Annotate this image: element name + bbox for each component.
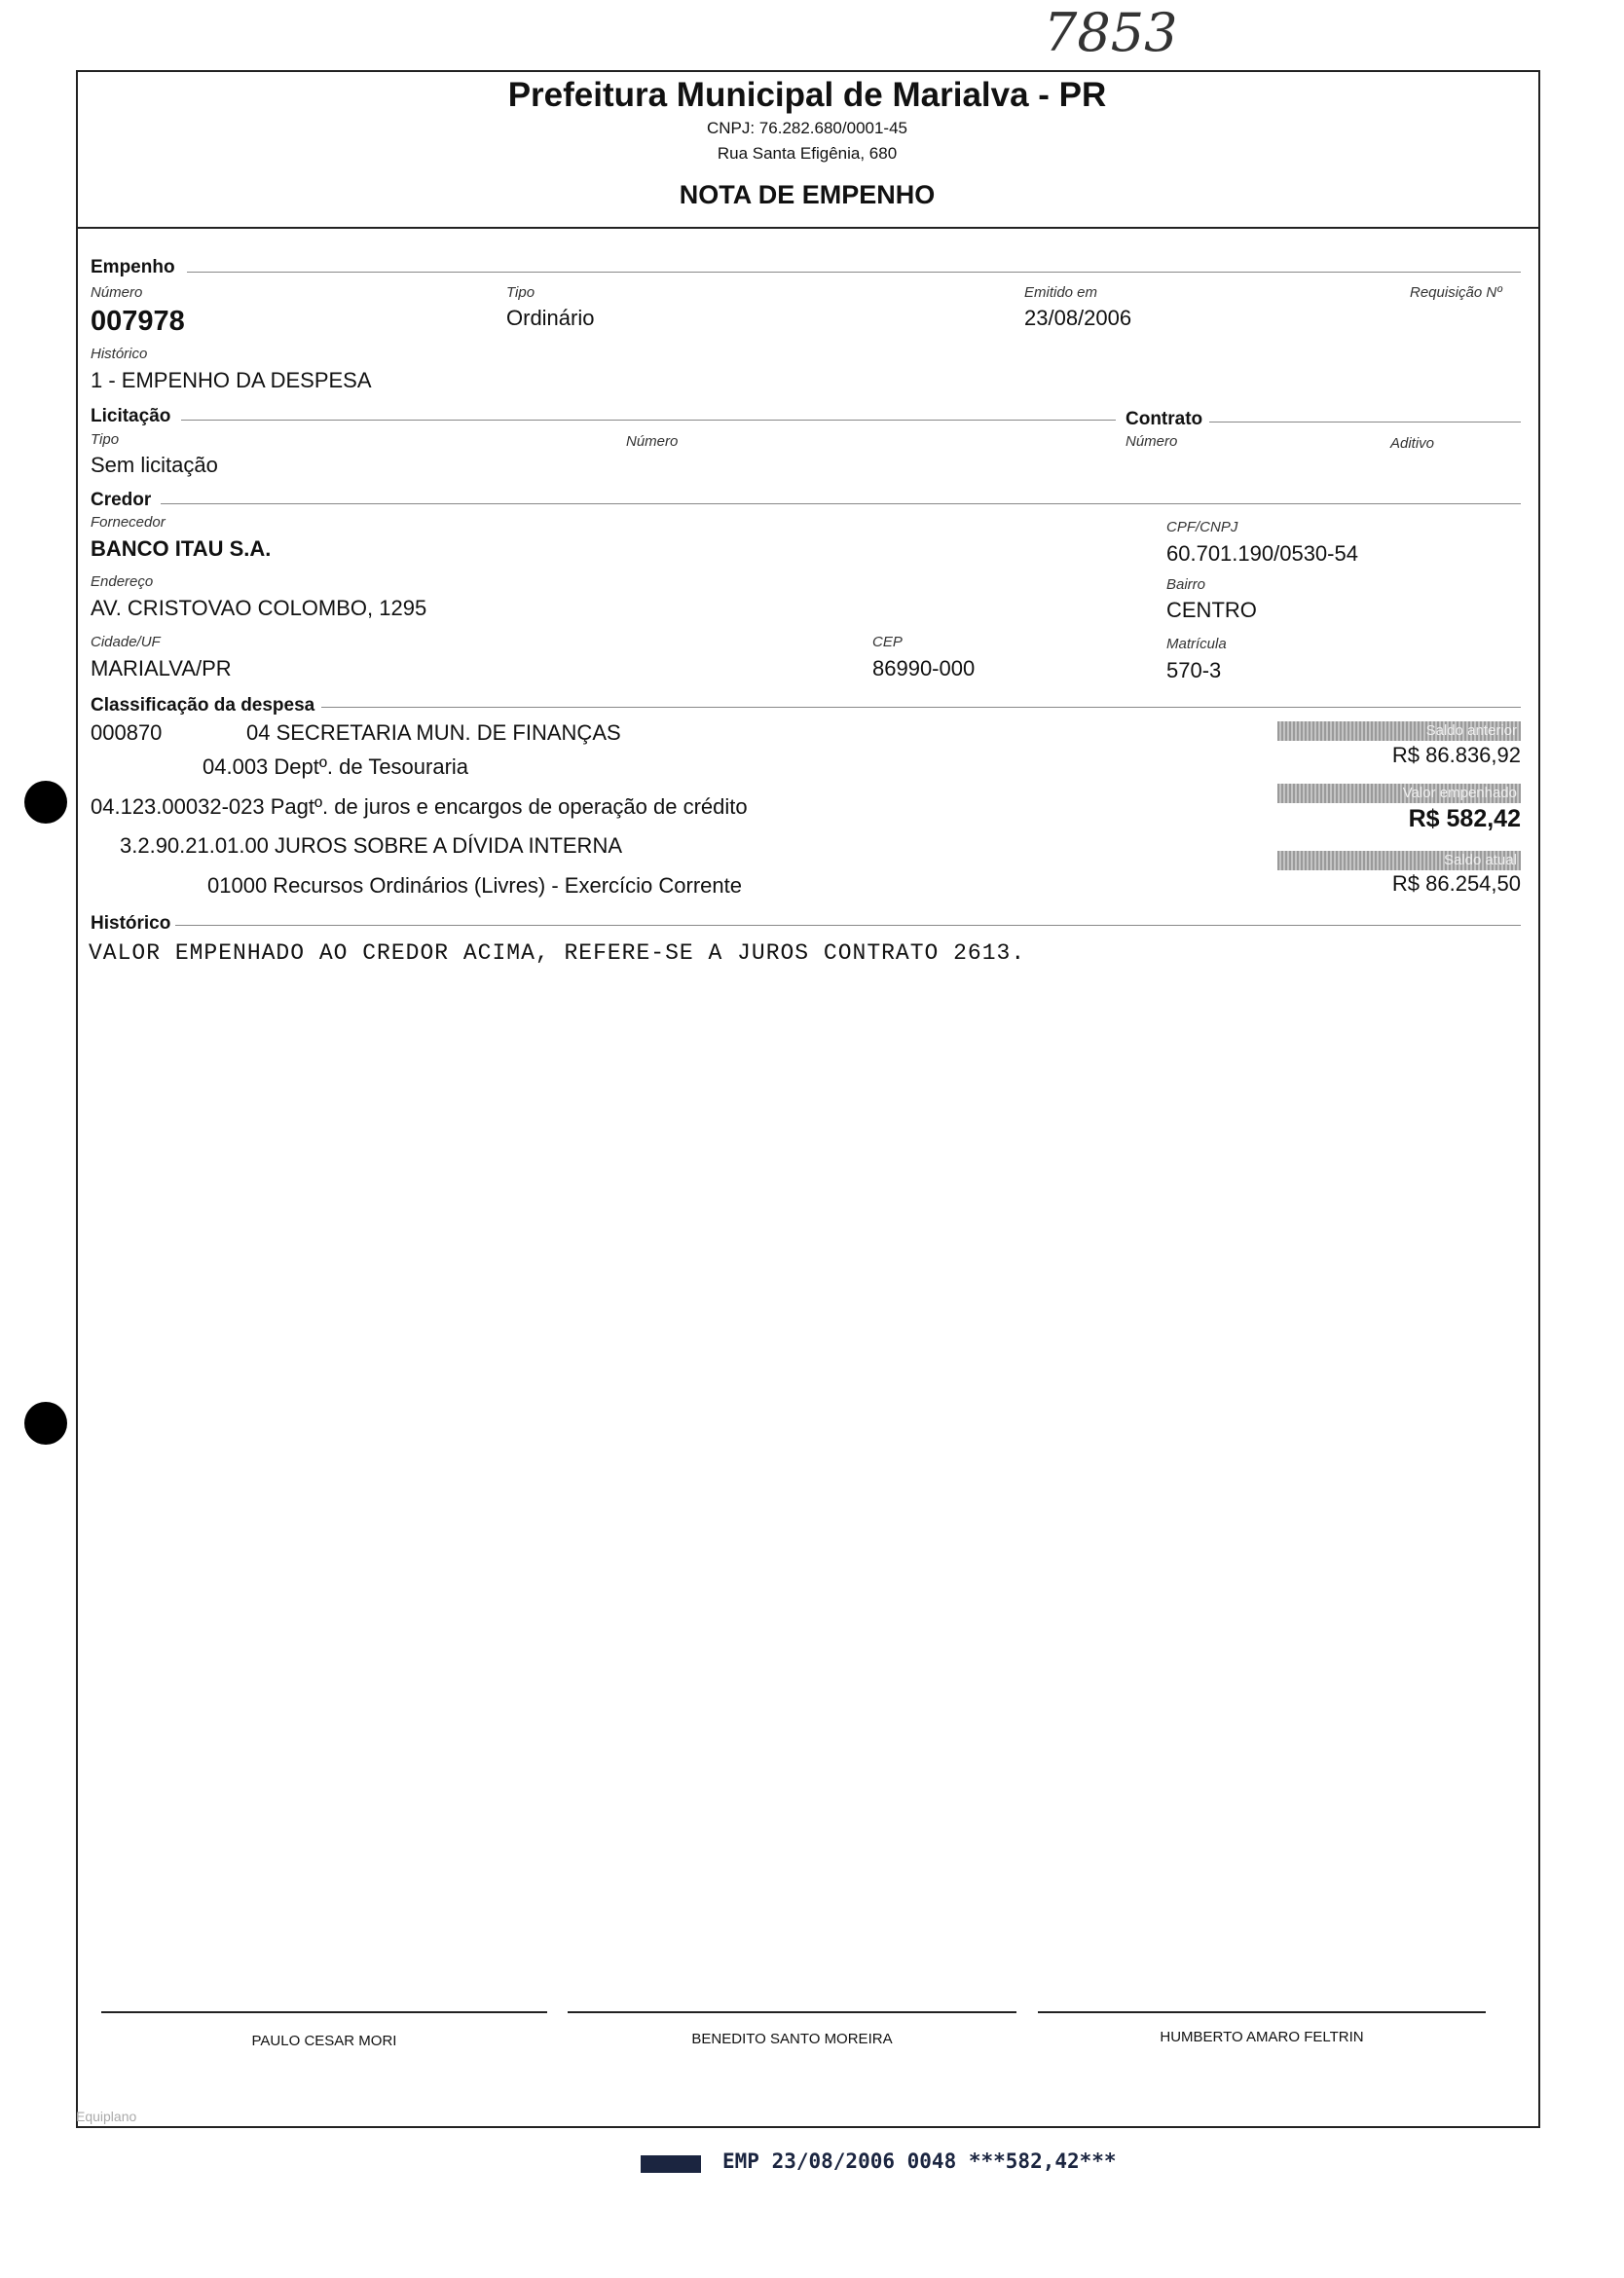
classificacao-code: 000870 <box>91 720 163 745</box>
section-licitacao: Licitação <box>91 406 171 426</box>
print-stamp: EMP 23/08/2006 0048 ***582,42*** <box>722 2149 1117 2173</box>
contrato-aditivo-label: Aditivo <box>1390 435 1435 452</box>
classificacao-funcional: 04.123.00032-023 Pagtº. de juros e encargos de operação de crédito <box>91 794 748 819</box>
section-rule <box>161 503 1521 504</box>
emitido-label: Emitido em <box>1024 284 1098 301</box>
classificacao-recurso: 01000 Recursos Ordinários (Livres) - Exercício Corrente <box>207 873 742 898</box>
historico-text: VALOR EMPENHADO AO CREDOR ACIMA, REFERE-SE A JUROS CONTRATO 2613. <box>89 940 1026 966</box>
cpf-value: 60.701.190/0530-54 <box>1166 541 1358 566</box>
endereco-label: Endereço <box>91 573 154 590</box>
handwritten-number: 7853 <box>1044 2 1178 63</box>
tipo-label: Tipo <box>506 284 535 301</box>
section-rule <box>181 420 1116 421</box>
saldo-atual-value: R$ 86.254,50 <box>1391 871 1521 896</box>
section-rule <box>187 272 1521 273</box>
signature-name-2: BENEDITO SANTO MOREIRA <box>691 2031 893 2047</box>
historico-label: Histórico <box>91 346 148 362</box>
footer-brand: Equiplano <box>76 2109 137 2124</box>
section-rule <box>321 707 1521 708</box>
tipo-value: Ordinário <box>506 306 595 330</box>
saldo-anterior-label: Saldo anterior <box>1277 721 1521 741</box>
section-rule <box>1209 422 1521 423</box>
signature-name-1: PAULO CESAR MORI <box>251 2033 397 2049</box>
page-title: Prefeitura Municipal de Marialva - PR <box>507 76 1107 114</box>
section-rule <box>175 925 1521 926</box>
licitacao-tipo-value: Sem licitação <box>91 453 218 477</box>
signature-line <box>1038 2011 1486 2013</box>
emitido-value: 23/08/2006 <box>1024 306 1132 330</box>
matricula-value: 570-3 <box>1166 658 1222 682</box>
fornecedor-label: Fornecedor <box>91 514 166 531</box>
historico-value: 1 - EMPENHO DA DESPESA <box>91 368 372 392</box>
cnpj-text: CNPJ: 76.282.680/0001-45 <box>706 119 908 137</box>
classificacao-natureza: 3.2.90.21.01.00 JUROS SOBRE A DÍVIDA INTERNA <box>120 833 623 858</box>
numero-label: Número <box>91 284 143 301</box>
bairro-label: Bairro <box>1166 576 1206 593</box>
classificacao-unidade: 04.003 Deptº. de Tesouraria <box>203 754 469 779</box>
contrato-numero-label: Número <box>1126 433 1178 450</box>
address-text: Rua Santa Efigênia, 680 <box>717 144 898 163</box>
valor-empenhado-value: R$ 582,42 <box>1408 805 1521 832</box>
matricula-label: Matrícula <box>1166 636 1227 652</box>
section-historico: Histórico <box>91 913 171 934</box>
classificacao-orgao: 04 SECRETARIA MUN. DE FINANÇAS <box>246 720 621 745</box>
section-credor: Credor <box>91 490 152 510</box>
section-contrato: Contrato <box>1126 409 1203 429</box>
cep-label: CEP <box>872 634 903 650</box>
cep-value: 86990-000 <box>872 656 976 680</box>
section-classificacao: Classificação da despesa <box>91 695 315 716</box>
signature-name-3: HUMBERTO AMARO FELTRIN <box>1160 2029 1364 2045</box>
saldo-atual-label: Saldo atual <box>1277 851 1521 870</box>
signature-line <box>568 2011 1016 2013</box>
empenho-number: 007978 <box>91 306 185 337</box>
cidade-value: MARIALVA/PR <box>91 656 232 680</box>
licitacao-tipo-label: Tipo <box>91 431 120 448</box>
endereco-value: AV. CRISTOVAO COLOMBO, 1295 <box>91 596 427 620</box>
valor-empenhado-label: Valor empenhado <box>1277 784 1521 803</box>
cidade-label: Cidade/UF <box>91 634 161 650</box>
section-empenho: Empenho <box>91 257 175 277</box>
licitacao-numero-label: Número <box>626 433 679 450</box>
print-stamp-mark <box>641 2155 701 2173</box>
signature-line <box>101 2011 547 2013</box>
requisicao-label: Requisição Nº <box>1410 284 1502 301</box>
punch-hole-top <box>24 781 67 824</box>
document-title: NOTA DE EMPENHO <box>679 180 936 209</box>
fornecedor-value: BANCO ITAU S.A. <box>91 536 272 561</box>
header-divider <box>76 227 1538 229</box>
saldo-anterior-value: R$ 86.836,92 <box>1391 743 1521 767</box>
bairro-value: CENTRO <box>1166 598 1257 622</box>
cpf-label: CPF/CNPJ <box>1166 519 1238 535</box>
punch-hole-bottom <box>24 1402 67 1445</box>
